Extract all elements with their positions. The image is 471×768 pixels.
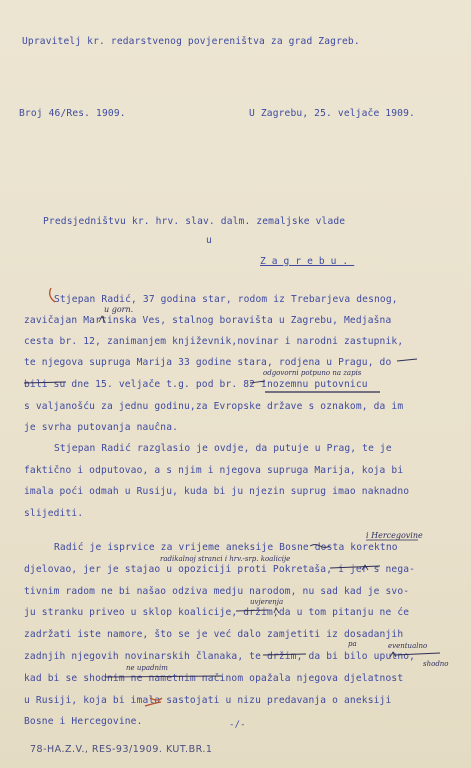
annotation-koalicija: radikalnoj stranci i hrv.-srp. koalicije xyxy=(160,555,291,563)
address-line1: Predsjedništvu kr. hrv. slav. dalm. zemaljske vlade xyxy=(43,216,346,227)
p1-line6: s valjanošću za jednu godinu,za Evropske države s oznakom, da im xyxy=(24,401,404,412)
p1-line1: Stjepan Radić, 37 godina star, rodom iz Trebarjeva desnog, xyxy=(54,294,398,305)
sender-line: Upravitelj kr. redarstvenog povjereništva za grad Zagreb. xyxy=(22,36,360,47)
place-date: U Zagrebu, 25. veljače 1909. xyxy=(249,108,415,119)
p3-line6: zadnjih njegovih novinarskih članaka, te držim, da bi bilo uputno, xyxy=(24,651,416,662)
p3-line3: tivnim radom ne bi našao odziva medju narodom, nu sad kad je svo- xyxy=(24,586,410,597)
page-number: -/- xyxy=(229,720,246,730)
annotation-hercegovine: i Hercegovine xyxy=(366,531,423,540)
p2-line2: faktično i odputovao, a s njim i njegova supruga Marija, koja bi xyxy=(24,465,404,476)
p3-line5: zadržati iste namore, što se je već dalo zamjetiti iz dosadanjih xyxy=(24,629,404,640)
annotation-pa: pa xyxy=(348,640,357,648)
p1-line7: je svrha putovanja nauĉna. xyxy=(24,422,179,433)
p2-line3: imala poći odmah u Rusiju, kuda bi ju njezin suprug imao naknadno xyxy=(24,486,410,497)
p1-line4: te njegova supruga Marija 33 godine stara, rodjena u Pragu, do xyxy=(24,357,392,368)
archive-reference: 78-HA.Z.V., RES-93/1909. KUT.BR.1 xyxy=(30,744,213,755)
address-line2: u xyxy=(206,235,212,246)
annotation-passport: odgovorni potpuno na zapis xyxy=(263,369,362,377)
p2-line4: slijediti. xyxy=(24,508,84,519)
p3-line2: djelovao, jer je stajao u opoziciji proti Pokretaša, i jer s nega- xyxy=(24,564,416,575)
document-number: Broj 46/Res. 1909. xyxy=(19,108,126,119)
p3-line7: kad bi se shodnim ne nametnim načinom opažala njegova djelatnost xyxy=(24,673,404,684)
annotation-u-gornji: u gorn. xyxy=(104,305,134,314)
p1-line3: cesta br. 12, zanimanjem književnik,novinar i narodni zastupnik, xyxy=(24,336,404,347)
annotation-uvjerenje: uvjerenja xyxy=(250,598,284,606)
p1-line5: bili su dne 15. veljače t.g. pod br. 82 inozemnu putovnicu xyxy=(24,379,368,390)
address-city: Zagrebu. xyxy=(260,256,355,267)
p3-line4: ju stranku priveo u sklop koalicije, držim,da u tom pitanju ne će xyxy=(24,607,410,618)
annotation-ne-upadnim: ne upadnim xyxy=(126,664,168,672)
p3-line1: Radić je isprvice za vrijeme aneksije Bosne dosta korektno xyxy=(54,542,398,553)
annotation-shodno: shodno xyxy=(423,660,449,668)
p3-line9: Bosne i Hercegovine. xyxy=(24,716,143,727)
annotation-eventualno: eventualno xyxy=(388,642,428,650)
p3-line8: u Rusiji, koja bi imala sastojati u nizu predavanja o aneksiji xyxy=(24,695,392,706)
p1-line2: zavičajan Martinska Ves, stalnog boravišta u Zagrebu, Medjašna xyxy=(24,315,392,326)
p2-line1: Stjepan Radić razglasio je ovdje, da putuje u Prag, te je xyxy=(54,443,392,454)
